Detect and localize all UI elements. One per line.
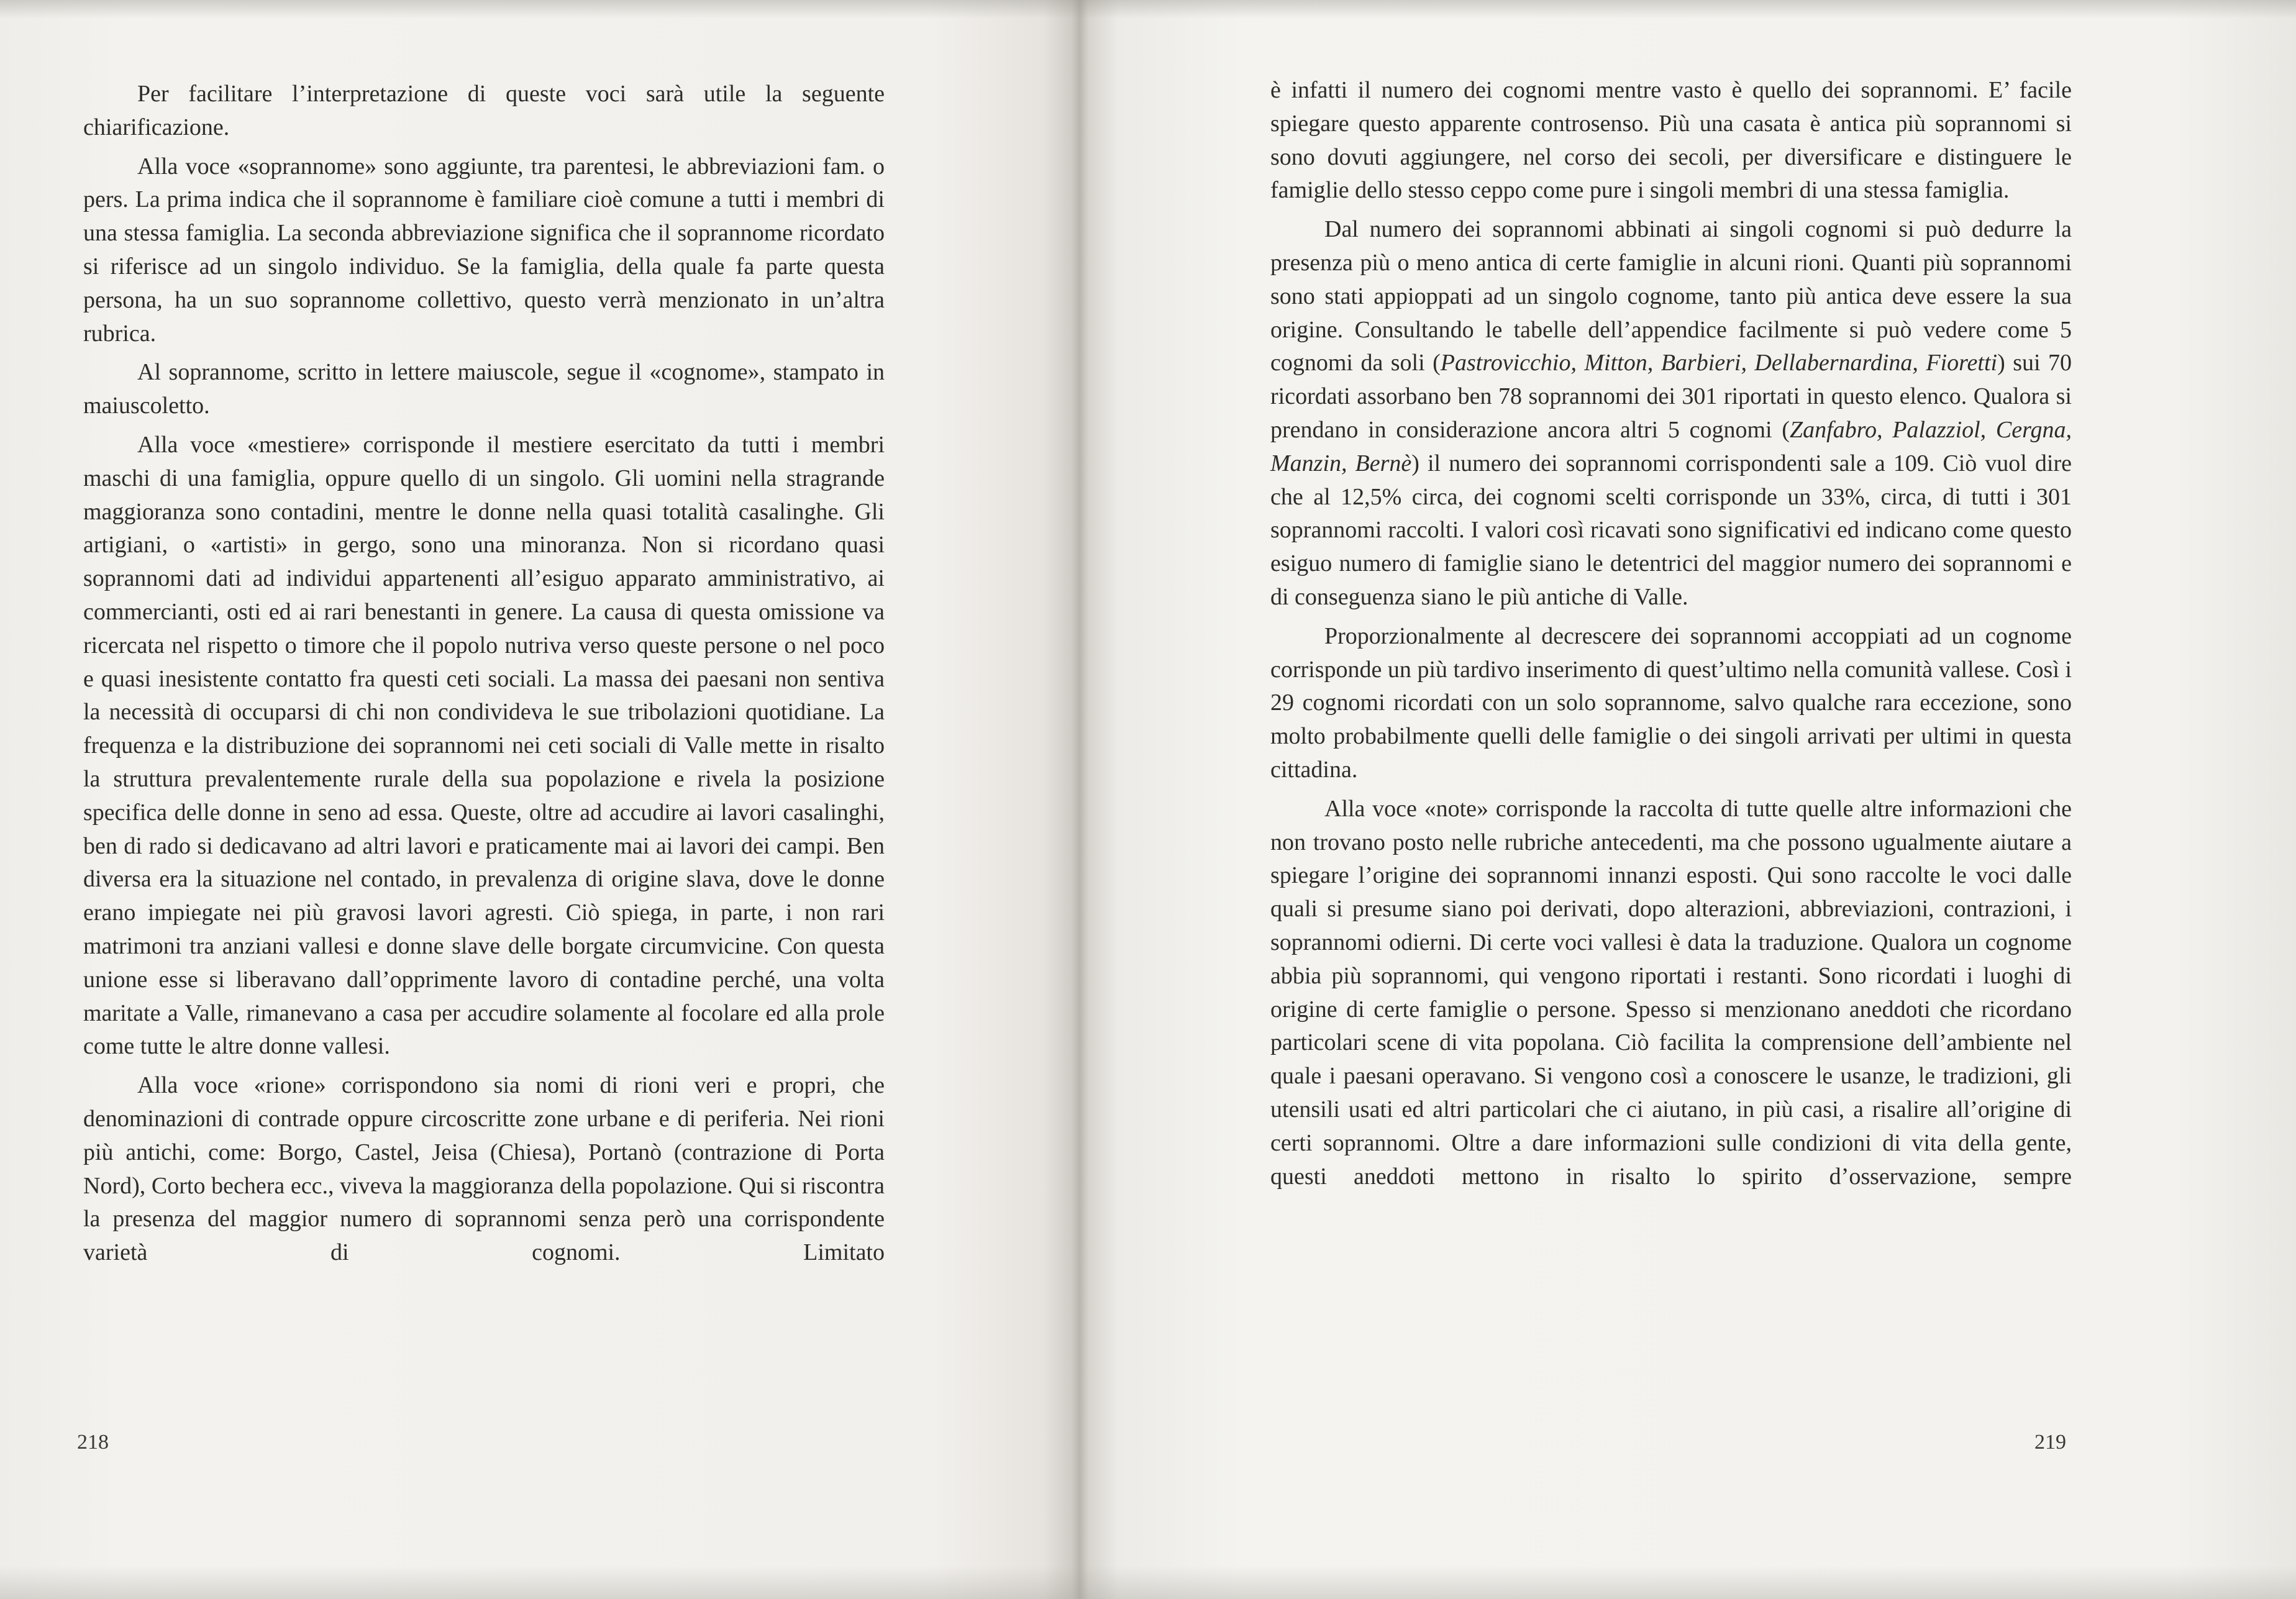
paragraph-text-part: ) sui 70 ricordati assorbano ben 78 soprannomi dei 301 riportati in questo elenco. Qualora si prendano in considerazione ancora altri 5 cognomi ( <box>1270 350 2072 443</box>
right-page <box>1084 0 2296 1599</box>
italic-surnames-group-2: Zanfabro, Palazziol, Cergna, Manzin, Bernè <box>1270 416 2072 476</box>
paragraph-cognome: Al soprannome, scritto in lettere maiuscole, segue il «cognome», stampato in maiuscoletto. <box>83 359 885 419</box>
paragraph-intro: Per facilitare l’interpretazione di queste voci sarà utile la seguente chiarificazione. <box>83 81 885 140</box>
page-number-right: 219 <box>2034 1431 2066 1454</box>
paragraph-mestiere: Alla voce «mestiere» corrisponde il mestiere esercitato da tutti i membri maschi di una famiglia, oppure quello di un singolo. Gli uomini nella stragrande maggioranza sono contadini, mentre le donne nella quasi totalità casalinghe. Gli artigiani, o «artisti» in gergo, sono una minoranza. Non si ricordano quasi soprannomi dati ad individui appartenenti all’esiguo apparato amministrativo, ai commercianti, osti ed ai rari benestanti in genere. La causa di questa omissione va ricercata nel rispetto o timore che il popolo nutriva verso queste persone o nel poco e quasi inesistente contatto fra questi ceti sociali. La massa dei paesani non sentiva la necessità di occuparsi di chi non condivideva le sue tribolazioni quotidiane. La frequenza e la distribuzione dei soprannomi nei ceti sociali di Valle mette in risalto la struttura prevalentemente rurale della sua popolazione e rivela la posizione specifica delle donne in seno ad essa. Queste, oltre ad accudire ai lavori casalinghi, ben di rado si dedicavano ad altri lavori e praticamente mai ai lavori dei campi. Ben diversa era la situazione nel contado, in prevalenza di origine slava, dove le donne erano impiegate nei più gravosi lavori agresti. Ciò spiega, in parte, i non rari matrimoni tra anziani vallesi e donne slave delle borgate circumvicine. Con questa unione esse si liberavano dall’opprimente lavoro di contadine perché, una volta maritate a Valle, rimanevano a casa per accudire solamente al focolare ed alla prole come tutte le altre donne vallesi. <box>83 431 885 1060</box>
italic-surnames-group-1: Pastrovicchio, Mitton, Barbieri, Dellabernardina, Fioretti <box>1440 350 1998 376</box>
paragraph-continuation: è infatti il numero dei cognomi mentre vasto è quello dei soprannomi. E’ facile spiegare questo apparente controsenso. Più una casata è antica più soprannomi si sono dovuti aggiungere, nel corso dei secoli, per diversificare e distinguere le famiglie dello stesso ceppo come pure i singoli membri di una stessa famiglia. <box>1270 77 2072 204</box>
paragraph-note: Alla voce «note» corrisponde la raccolta di tutte quelle altre informazioni che non trovano posto nelle rubriche antecedenti, ma che possono ugualmente aiutare a spiegare l’origine dei soprannomi innanzi esposti. Qui sono raccolte le voci dalle quali si presume siano poi derivati, dopo alterazioni, abbreviazioni, contrazioni, i soprannomi odierni. Di certe voci vallesi è data la traduzione. Qualora un cognome abbia più soprannomi, qui vengono riportati i restanti. Sono ricordati i luoghi di origine di certe famiglie o persone. Spesso si menzionano aneddoti che ricordano particolari scene di vita popolana. Ciò facilita la comprensione dell’ambiente nel quale i paesani operavano. Si vengono così a conoscere le usanze, le tradizioni, gli utensili usati ed altri particolari che ci aiutano, in più casi, a risalire all’origine di certi soprannomi. Oltre a dare informazioni sulle condizioni di vita della gente, questi aneddoti mettono in risalto lo spirito d’osservazione, sempre <box>1270 795 2072 1190</box>
paragraph-soprannome: Alla voce «soprannome» sono aggiunte, tra parentesi, le abbreviazioni fam. o pers. La prima indica che il soprannome è familiare cioè comune a tutti i membri di una stessa famiglia. La seconda abbreviazione significa che il soprannome ricordato si riferisce ad un singolo individuo. Se la famiglia, della quale fa parte questa persona, ha un suo soprannome collettivo, questo verrà menzionato in un’altra rubrica. <box>83 153 885 347</box>
paragraph-proporzionalmente: Proporzionalmente al decrescere dei soprannomi accoppiati ad un cognome corrisponde un più tardivo inserimento di quest’ultimo nella comunità vallese. Così i 29 cognomi ricordati con un solo soprannome, salvo qualche rara eccezione, sono molto probabilmente quelli delle famiglie o dei singoli arrivati per ultimi in questa cittadina. <box>1270 622 2072 783</box>
paragraph-text-part: Dal numero dei soprannomi abbinati ai singoli cognomi si può dedurre la presenza più o meno antica di certe famiglie in alcuni rioni. Quanti più soprannomi sono stati appioppati ad un singolo cognome, tanto più antica deve essere la sua origine. Consultando le tabelle dell’appendice facilmente si può vedere come 5 cognomi da soli ( <box>1270 216 2072 376</box>
left-page-body <box>83 78 885 1275</box>
left-page <box>0 0 1078 1599</box>
right-page-body <box>1270 74 2072 1199</box>
paragraph-text-part: ) il numero dei soprannomi corrispondenti sale a 109. Ciò vuol dire che al 12,5% circa, dei cognomi scelti corrisponde un 33%, circa, di tutti i 301 soprannomi raccolti. I valori così ricavati sono significativi ed indicano come questo esiguo numero di famiglie siano le detentrici del maggior numero dei soprannomi e di conseguenza siano le più antiche di Valle. <box>1270 450 2072 610</box>
paragraph-rione: Alla voce «rione» corrispondono sia nomi di rioni veri e propri, che denominazioni di contrade oppure circoscritte zone urbane e di periferia. Nei rioni più antichi, come: Borgo, Castel, Jeisa (Chiesa), Portanò (contrazione di Porta Nord), Corto bechera ecc., viveva la maggioranza della popolazione. Qui si riscontra la presenza del maggior numero di soprannomi senza però una corrispondente varietà di cognomi. Limitato <box>83 1072 885 1266</box>
paragraph-numero-soprannomi <box>1270 213 2072 614</box>
page-number-left: 218 <box>77 1431 109 1454</box>
